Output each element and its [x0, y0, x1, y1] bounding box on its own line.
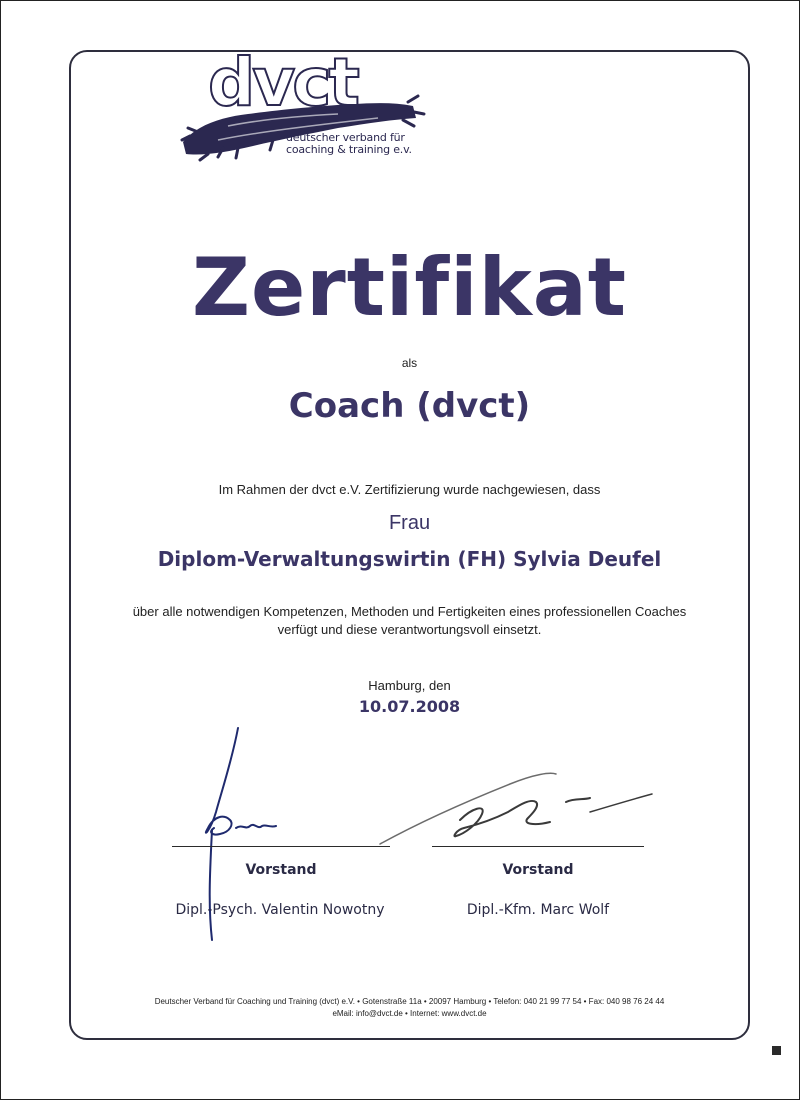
signatory-1-role: Vorstand [245, 862, 317, 878]
body-text-line2: verfügt und diese verantwortungsvoll einsetzt. [277, 622, 542, 637]
logo-wordmark: dvct [208, 44, 357, 121]
footer-address: Deutscher Verband für Coaching und Training (dvct) e.V. • Gotenstraße 11a • 20097 Hamburg • Telefon: 040 21 99 77 54 • Fax: 040 98 76 24 44 [154, 997, 665, 1006]
certificate-title: Zertifikat [191, 241, 628, 334]
connector-text: als [401, 356, 418, 370]
logo-subtitle-line2: coaching & training e.v. [286, 143, 412, 156]
signature-line-2 [432, 846, 644, 847]
signatory-1-name: Dipl.-Psych. Valentin Nowotny [175, 902, 385, 918]
footer-contact: eMail: info@dvct.de • Internet: www.dvct.de [332, 1009, 487, 1018]
issue-date: 10.07.2008 [358, 697, 461, 716]
corner-mark [772, 1046, 781, 1055]
logo-subtitle-line1: deutscher verband für [286, 131, 405, 144]
signature-2-drawing [360, 762, 660, 852]
signatory-2-name: Dipl.-Kfm. Marc Wolf [466, 902, 610, 918]
signature-line-1 [172, 846, 390, 847]
issue-place: Hamburg, den [368, 678, 451, 693]
signatory-2-role: Vorstand [502, 862, 574, 878]
certified-role: Coach (dvct) [288, 386, 531, 426]
salutation: Frau [388, 512, 431, 534]
logo-subtitle [286, 132, 412, 156]
dvct-logo [178, 44, 428, 182]
intro-text: Im Rahmen der dvct e.V. Zertifizierung wurde nachgewiesen, dass [218, 482, 601, 497]
body-text-line1: über alle notwendigen Kompetenzen, Methoden und Fertigkeiten eines professionellen Coaches [132, 604, 687, 619]
recipient-name: Diplom-Verwaltungswirtin (FH) Sylvia Deufel [157, 547, 662, 571]
